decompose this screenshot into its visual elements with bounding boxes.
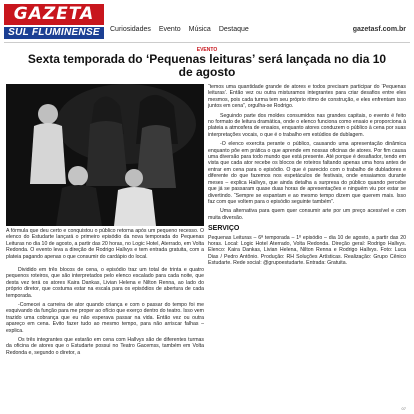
- left-paragraph-2: -Comecei a carreira de ator quando criança e com o passar do tempo foi me esquivando da função para me proper ao ofício que exerço dentro do teatro. Isso vem trazido uma cobrança que eu não esperava passar na vida. Então vez ou outra apareço em cena. Evito fazer tudo ao mesmo tempo, para não arriscar falhas – explica.: [6, 302, 204, 334]
- nav-menu: [110, 26, 249, 33]
- article-photo: [6, 84, 204, 226]
- article-left-column: [6, 267, 204, 356]
- servico-heading: SERVIÇO: [208, 225, 240, 233]
- section-tag: EVENTO: [196, 47, 218, 53]
- nav-item-curiosidades[interactable]: Curiosidades: [110, 26, 151, 33]
- article-right-column: [208, 84, 406, 267]
- left-paragraph-3: Os três integrantes que estarão em cena com Hallvys são de diferentes turmas da oficina de atores que o Estudarte possui no Teatro Gacemss, também em Volta Redonda e, segundo o diretor, a: [6, 337, 204, 356]
- nav-item-evento[interactable]: Evento: [158, 26, 181, 33]
- photo-caption: A fórmula que deu certo e conquistou o público retorna após um pequeno recesso. O elenco do Estudarte lançará o primeiro episódio da nova temporada do Pequenas Leituras no dia 10 de agosto, a partir das 20 horas, no Logic Hotel, Aterrado, em Volta Redonda. O evento leva a direção de Rodrigo Hallvys e tem entrada gratuita, com a plateia pagando apenas o que consumir do cardápio do local.: [6, 228, 204, 260]
- page-header: [0, 0, 414, 42]
- page-number: 07: [401, 406, 406, 411]
- logo-wordmark: GAZETA: [4, 4, 104, 25]
- right-paragraph-3: -O elenco exercita perante o público, causando uma apresentação dinâmica enquanto pôe em prática o que aprende em nossas oficinas de atores. Por fim causa uma diversão para todo mundo que está presente. Até porque é desafiador, tendo em vista que cada ator recebe os blocos de roteiros faltando apenas uma hora antes de entrar em cena para o episódio. O que é parecido com o trabalho de dubladores e diferente do que fazemos nos espetáculos de festivais, onde ensaiamos durante meses – explica Hallvys, que ainda detalha a surpresa do público quando percebe que já se passaram quase duas horas de apresentações e ninguém viu por estar se divertindo. “Sempre se espantam e ao mesmo tempo dizem que querem mais. Isso faz com que voltem para o episódio seguinte também”.: [208, 141, 406, 205]
- right-paragraph-2: Seguindo parte dos moldes consumidos nas grandes capitais, o evento é feito no formato de leitura dramática, onde o elenco funciona como ensaio e proporciona à plateia a atmosfera de ensaios, enquanto atores conduzem o público à cena por suas interpretações vocais, o que é o trabalho em estúdios de dublagem.: [208, 112, 406, 138]
- gazeta-logo[interactable]: [4, 4, 104, 40]
- right-paragraph-1: “temos uma quantidade grande de atores e todos precisam participar do ‘Pequenas leituras’. Então vez ou outra misturamos integrantes para criar desafios entre eles mesmos, pois cada turma tem seu próprio ritmo de construção, e eles enfrentam isso juntos em cena”, orgulha-se Rodrigo.: [208, 84, 406, 110]
- header-divider: [4, 42, 410, 43]
- right-paragraph-4: Uma alternativa para quem quer consumir arte por um preço acessível e com muita diversão.: [208, 208, 406, 221]
- logo-subtitle: SUL FLUMINENSE: [4, 27, 104, 39]
- servico-details: Pequenas Leituras – 6ª temporada – 1º episódio – dia 10 de agosto, a partir das 20 horas. Local: Logic Hotel Aterrado, Volta Redonda. Direção geral: Rodrigo Hallvys. Elenco: Kaira Dankas, Livian Helena, Nilton Renna e Rodrigo Hallvys. Foto: Luca Dias / Pedro Antônio. Produção: RH Soluções Artísticas. Realização: Grupo Cênico Estudarte. Rede social: @grupoestudarte. Entrada: Gratuita.: [208, 234, 406, 267]
- site-url[interactable]: gazetasf.com.br: [352, 26, 406, 33]
- cast-photo-illustration: [6, 84, 204, 226]
- left-paragraph-1: Dividido em três blocos de cena, o episódio traz um total de trinta e quatro pequenos roteiros, que são interpretados pelo elenco escalado para cada noite, que desta vez terá os atores Kaira Dankas, Livian Helena e Nilton Renna, ao lado do próprio diretor, que costuma estar na escala para os episódios de abertura de cada temporada.: [6, 267, 204, 299]
- article-headline: Sexta temporada do ‘Pequenas leituras’ será lançada no dia 10 de agosto: [27, 52, 387, 79]
- nav-item-musica[interactable]: Música: [188, 26, 211, 33]
- nav-item-destaque[interactable]: Destaque: [218, 26, 249, 33]
